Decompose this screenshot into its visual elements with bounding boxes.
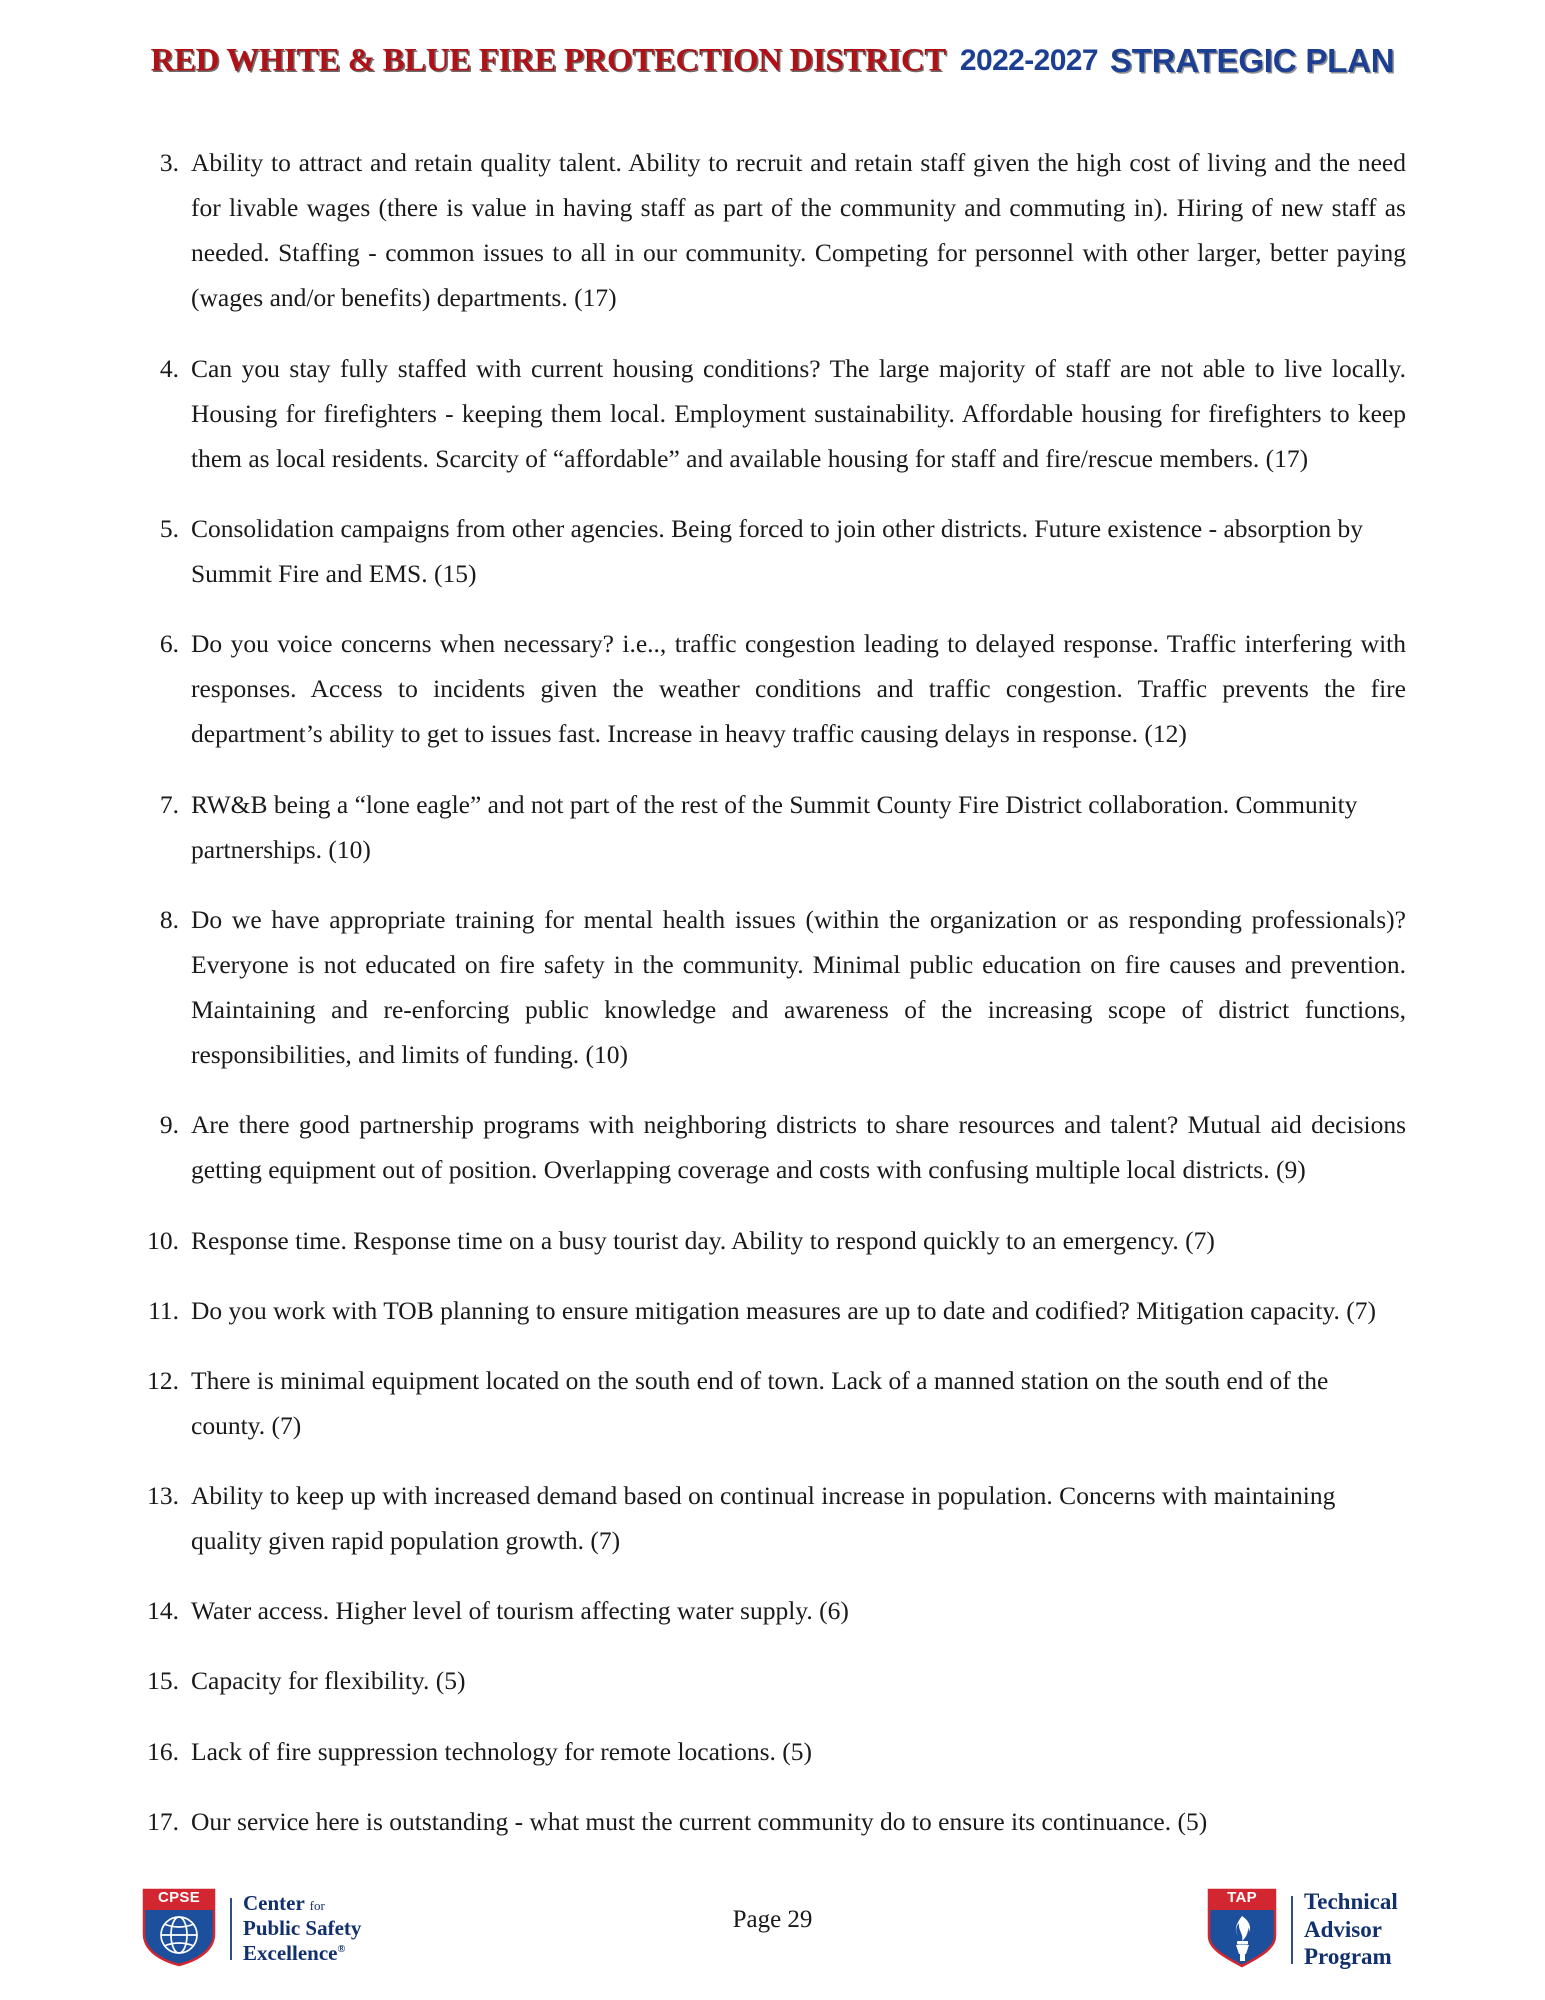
list-item-text: Response time. Response time on a busy tourist day. Ability to respond quickly to an emergency. (7) bbox=[191, 1225, 1215, 1255]
list-item-text: RW&B being a “lone eagle” and not part of the rest of the Summit County Fire District collaboration. Community partnerships. (10) bbox=[191, 789, 1358, 864]
tap-badge-text: TAP bbox=[1227, 1889, 1257, 1906]
list-item-text: Ability to keep up with increased demand based on continual increase in population. Concerns with maintaining quality given rapid population growth. (7) bbox=[191, 1481, 1336, 1556]
list-item-text: Are there good partnership programs with neighboring districts to share resources and talent? Mutual aid decisions getting equipment out of position. Overlapping coverage and costs with confusing multiple local districts. (9) bbox=[191, 1110, 1406, 1185]
list-item-text: Capacity for flexibility. (5) bbox=[191, 1666, 466, 1696]
cpse-registered-mark: ® bbox=[337, 1944, 346, 1956]
cpse-line1: Center bbox=[243, 1890, 305, 1915]
list-item-text: Can you stay fully staffed with current housing conditions? The large majority of staff are not able to live locally. Housing for firefighters - keeping them local. Employment sustainability. Affordable housing for firefighters to keep them as local residents. Scarcity of “affordable” and available housing for staff and fire/rescue members. (17) bbox=[191, 353, 1406, 473]
list-item-number: 14. bbox=[147, 1596, 179, 1626]
tap-shield-icon bbox=[1205, 1884, 1279, 1975]
page-header bbox=[0, 42, 1545, 80]
header-district-name: RED WHITE & BLUE FIRE PROTECTION DISTRICT bbox=[150, 42, 946, 79]
list-item bbox=[133, 140, 1406, 321]
page-number: Page 29 bbox=[732, 1906, 813, 1933]
page-content bbox=[133, 140, 1406, 1869]
list-item-text: Do you voice concerns when necessary? i.e.., traffic congestion leading to delayed response. Traffic interfering with responses. Access to incidents given the weather conditions and traffic congestion. Traffic prevents the fire department’s ability to get to issues fast. Increase in heavy traffic causing delays in response. (12) bbox=[191, 629, 1406, 749]
list-item-text: Do you work with TOB planning to ensure mitigation measures are up to date and codified? Mitigation capacity. (7) bbox=[191, 1295, 1376, 1325]
list-item-number: 15. bbox=[147, 1666, 179, 1696]
list-item-text: Ability to attract and retain quality talent. Ability to recruit and retain staff given the high cost of living and the need for livable wages (there is value in having staff as part of the community and commuting in). Hiring of new staff as needed. Staffing - common issues to all in our community. Competing for personnel with other larger, better paying (wages and/or benefits) departments. (17) bbox=[191, 148, 1406, 313]
list-item-number: 3. bbox=[159, 148, 179, 177]
list-item bbox=[133, 1358, 1406, 1448]
list-item bbox=[133, 897, 1406, 1078]
list-item-text: Our service here is outstanding - what must the current community do to ensure its continuance. (5) bbox=[191, 1806, 1208, 1836]
header-years: 2022-2027 bbox=[959, 44, 1098, 77]
list-item-text: Consolidation campaigns from other agencies. Being forced to join other districts. Future existence - absorption by Summit Fire and EMS. (15) bbox=[191, 513, 1364, 588]
list-item bbox=[133, 1588, 1406, 1633]
list-item bbox=[133, 506, 1406, 596]
list-item bbox=[133, 1799, 1406, 1844]
cpse-line2: Public Safety bbox=[243, 1915, 362, 1940]
list-item bbox=[133, 346, 1406, 481]
list-item-number: 7. bbox=[159, 789, 179, 819]
list-item-number: 10. bbox=[147, 1225, 179, 1255]
tap-logo-divider bbox=[1291, 1896, 1293, 1964]
list-item-number: 11. bbox=[148, 1295, 179, 1325]
list-item-number: 4. bbox=[159, 353, 179, 383]
cpse-line1-small: for bbox=[309, 1897, 325, 1913]
list-item bbox=[133, 1218, 1406, 1263]
list-item-number: 16. bbox=[147, 1736, 179, 1766]
list-item-text: Lack of fire suppression technology for remote locations. (5) bbox=[191, 1736, 813, 1766]
list-item bbox=[133, 1729, 1406, 1774]
list-item-text: There is minimal equipment located on the south end of town. Lack of a manned station on the south end of the county. (7) bbox=[191, 1365, 1329, 1440]
list-item-number: 5. bbox=[159, 513, 179, 543]
list-item-number: 12. bbox=[147, 1365, 179, 1395]
cpse-line3: Excellence bbox=[243, 1941, 338, 1966]
list-item-number: 17. bbox=[147, 1806, 179, 1836]
tap-line2: Advisor bbox=[1304, 1916, 1382, 1942]
list-item bbox=[133, 1473, 1406, 1563]
list-item-number: 6. bbox=[159, 629, 179, 659]
tap-line3: Program bbox=[1304, 1944, 1392, 1970]
tap-line1: Technical bbox=[1304, 1889, 1398, 1915]
page-footer bbox=[0, 1850, 1545, 2000]
list-item-text: Do we have appropriate training for mental health issues (within the organization or as responding professionals)? Everyone is not educated on fire safety in the community. Minimal public education on fire causes and prevention. Maintaining and re-enforcing public knowledge and awareness of the increasing scope of district functions, responsibilities, and limits of funding. (10) bbox=[191, 904, 1406, 1070]
list-item bbox=[133, 1102, 1406, 1192]
list-item bbox=[133, 1658, 1406, 1703]
list-item-number: 9. bbox=[159, 1110, 179, 1140]
list-item-number: 8. bbox=[159, 904, 179, 934]
list-item bbox=[133, 1288, 1406, 1333]
tap-logo bbox=[1205, 1884, 1398, 1975]
tap-logo-wordmark bbox=[1304, 1888, 1398, 1971]
list-item-number: 13. bbox=[147, 1481, 179, 1510]
list-item-text: Water access. Higher level of tourism affecting water supply. (6) bbox=[191, 1596, 849, 1626]
list-item bbox=[133, 621, 1406, 756]
threats-numbered-list bbox=[133, 140, 1406, 1844]
list-item bbox=[133, 782, 1406, 872]
cpse-badge-text: CPSE bbox=[157, 1889, 201, 1906]
header-strategic-plan: STRATEGIC PLAN bbox=[1109, 42, 1395, 79]
